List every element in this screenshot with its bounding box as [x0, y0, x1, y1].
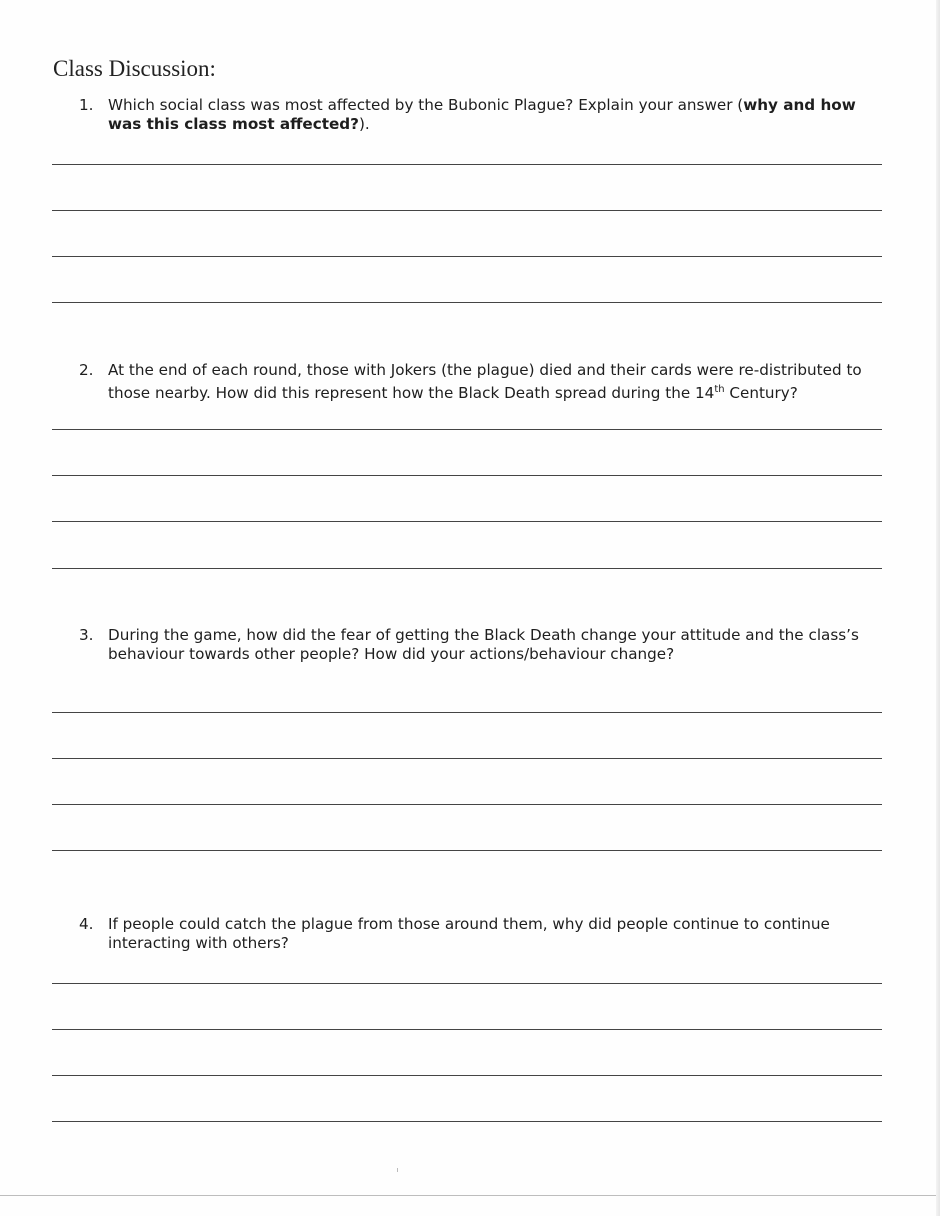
- question-text-plain: Which social class was most affected by the Bubonic Plague? Explain your answer (: [108, 96, 744, 114]
- answer-line[interactable]: [52, 712, 882, 713]
- answer-line[interactable]: [52, 1121, 882, 1122]
- answer-line[interactable]: [52, 983, 882, 984]
- answer-line[interactable]: [52, 1075, 882, 1076]
- question-3: [79, 626, 879, 664]
- question-1: [79, 96, 879, 134]
- answer-line[interactable]: [52, 475, 882, 476]
- page-bottom-edge: [0, 1195, 940, 1196]
- answer-line[interactable]: [52, 804, 882, 805]
- question-text: If people could catch the plague from those around them, why did people continue to continue interacting with others?: [108, 915, 830, 952]
- answer-line[interactable]: [52, 210, 882, 211]
- answer-line[interactable]: [52, 302, 882, 303]
- question-text: [108, 96, 879, 134]
- question-text-superscript: th: [714, 384, 725, 395]
- question-number: 4.: [79, 915, 94, 933]
- question-text: During the game, how did the fear of getting the Black Death change your attitude and the class’s behaviour towards other people? How did your actions/behaviour change?: [108, 626, 859, 663]
- question-number: 2.: [79, 361, 94, 379]
- answer-line[interactable]: [52, 1029, 882, 1030]
- answer-line[interactable]: [52, 521, 882, 522]
- answer-line[interactable]: [52, 164, 882, 165]
- question-text: [108, 361, 879, 403]
- page-title: Class Discussion:: [53, 56, 216, 81]
- question-number: 1.: [79, 96, 94, 114]
- question-text-bold: why and how was this class most affected?: [108, 96, 856, 133]
- question-4: [79, 915, 879, 953]
- answer-line[interactable]: [52, 256, 882, 257]
- question-text-plain: At the end of each round, those with Jokers (the plague) died and their cards were re-distributed to those nearby. How did this represent how the Black Death spread during the 14: [108, 361, 862, 403]
- question-text-tail: ).: [358, 115, 370, 133]
- question-2: [79, 361, 879, 403]
- answer-line[interactable]: [52, 429, 882, 430]
- question-number: 3.: [79, 626, 94, 644]
- answer-line[interactable]: [52, 758, 882, 759]
- page-right-edge: [936, 0, 940, 1216]
- answer-line[interactable]: [52, 568, 882, 569]
- question-text-tail: Century?: [724, 384, 798, 403]
- answer-line[interactable]: [52, 850, 882, 851]
- scan-speck: [397, 1168, 398, 1172]
